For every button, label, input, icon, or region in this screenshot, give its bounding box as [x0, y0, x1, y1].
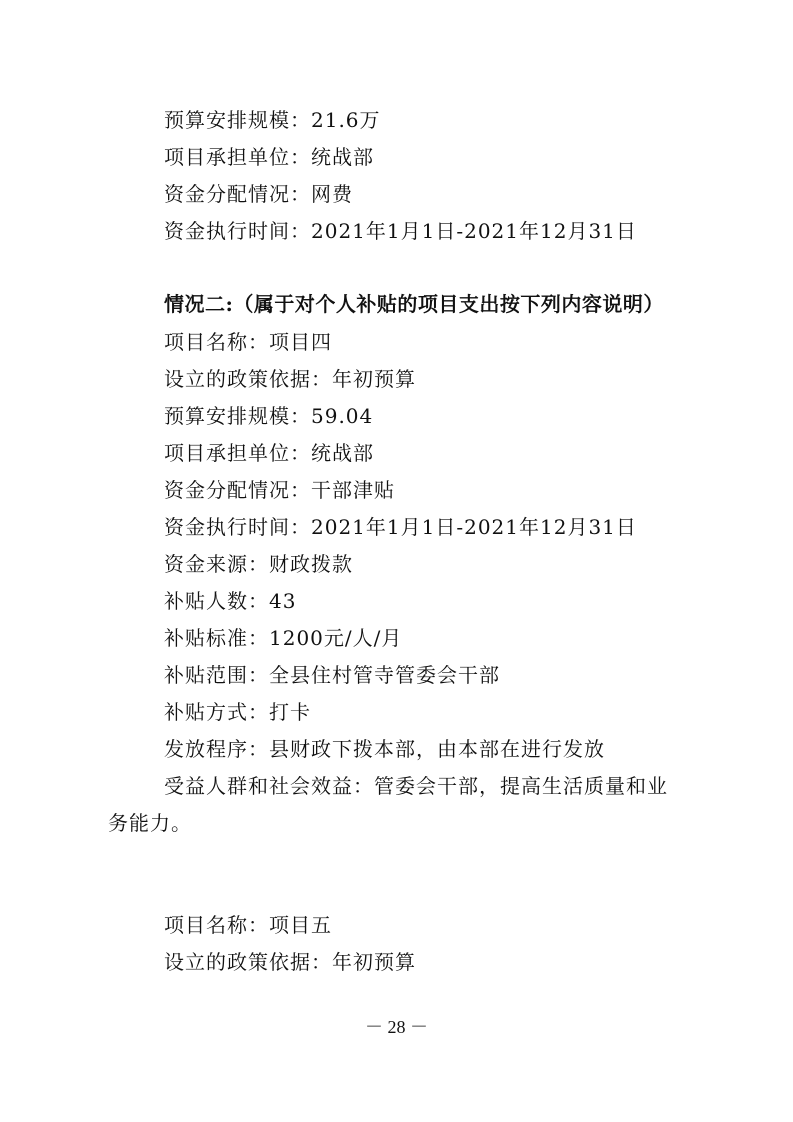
subsidy-method-line: 补贴方式：打卡: [164, 700, 311, 724]
policy-basis-line: 设立的政策依据：年初预算: [164, 367, 416, 391]
fund-allocation-line: 资金分配情况：网费: [164, 182, 353, 206]
section-heading: 情况二:（属于对个人补贴的项目支出按下列内容说明）: [164, 292, 664, 316]
distribution-procedure-line: 发放程序：县财政下拨本部，由本部在进行发放: [164, 737, 605, 761]
fund-allocation-line: 资金分配情况：干部津贴: [164, 478, 395, 502]
subsidy-scope-line: 补贴范围：全县住村管寺管委会干部: [164, 663, 500, 687]
beneficiary-line: 受益人群和社会效益：管委会干部，提高生活质量和业: [164, 774, 668, 798]
subsidy-standard-line: 补贴标准：1200元/人/月: [164, 626, 403, 650]
page-number: － 28 －: [365, 1017, 428, 1037]
execution-time-line: 资金执行时间：2021年1月1日-2021年12月31日: [164, 219, 637, 243]
project-name-line: 项目名称：项目四: [164, 330, 332, 354]
project-unit-line: 项目承担单位：统战部: [164, 145, 374, 169]
fund-source-line: 资金来源：财政拨款: [164, 552, 353, 576]
budget-scale-line: 预算安排规模：21.6万: [164, 108, 381, 132]
execution-time-line: 资金执行时间：2021年1月1日-2021年12月31日: [164, 515, 637, 539]
subsidy-count-line: 补贴人数：43: [164, 589, 297, 613]
project-unit-line: 项目承担单位：统战部: [164, 441, 374, 465]
budget-scale-line: 预算安排规模：59.04: [164, 404, 374, 428]
beneficiary-line-continued: 务能力。: [108, 811, 192, 835]
project-name-line: 项目名称：项目五: [164, 913, 332, 937]
policy-basis-line: 设立的政策依据：年初预算: [164, 950, 416, 974]
